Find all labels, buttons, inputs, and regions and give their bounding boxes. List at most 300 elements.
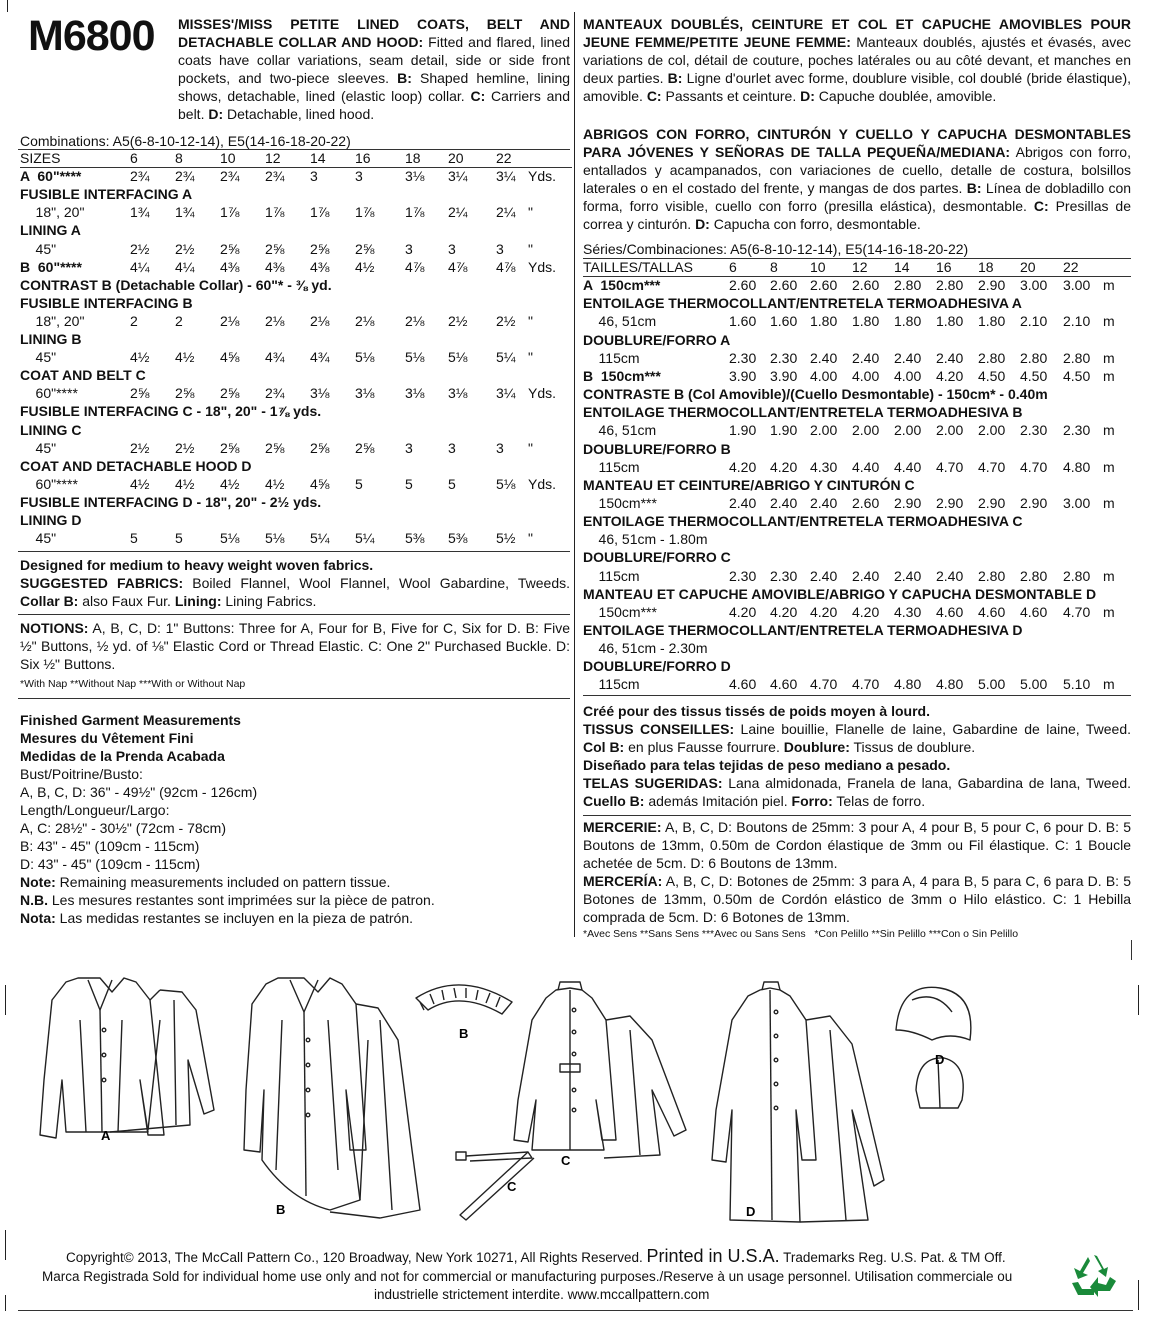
right-table-sizes-label: TAILLES/TALLAS [583, 259, 693, 275]
right-table-cell: 2.30 [729, 349, 757, 366]
left-table-cell: 5¼ [310, 530, 330, 547]
intro-en-body: Fitted and flared, lined coats have collar variations, seam detail, side or side front pockets, and two-piece sleeves. [178, 34, 571, 86]
right-table-cell: 2.30 [1063, 422, 1091, 439]
left-table-cell: 1¾ [175, 204, 195, 221]
right-table-cell: 4.80 [936, 676, 964, 693]
right-table-row-label: MANTEAU ET CAPUCHE AMOVIBLE/ABRIGO Y CAPUCHA DESMONTABLE D [583, 585, 1097, 602]
right-table-cell: 4.70 [1063, 603, 1091, 620]
left-table-unit: " [528, 349, 533, 366]
right-table-row-label: ENTOILAGE THERMOCOLLANT/ENTRETELA TERMOADHESIVA D [583, 622, 1023, 638]
left-table-size-12: 12 [265, 150, 281, 166]
right-table-cell: 2.60 [770, 277, 798, 294]
notions-fr-es [583, 818, 1131, 926]
footer-copyright [66, 1246, 1006, 1267]
left-table-size-18: 18 [405, 150, 421, 166]
fabrics-fr-designed: Créé pour des tissus tissés de poids moyen à lourd. [583, 703, 930, 719]
intro-es [583, 125, 1131, 233]
note-en-label: Note: [20, 874, 56, 890]
right-table-size-16: 16 [936, 259, 952, 275]
pattern-number: M6800 [28, 12, 155, 60]
right-table-cell: 2.40 [810, 567, 838, 584]
left-table-cell: 3⅛ [405, 168, 425, 185]
intro-fr-b-label: B: [667, 70, 683, 86]
right-table-cell: 2.00 [810, 422, 838, 439]
right-table-row-label: B 150cm*** [583, 367, 661, 384]
right-table-cell: 2.90 [978, 494, 1006, 511]
left-table-unit: " [528, 312, 533, 329]
left-table-cell: 2⅝ [265, 240, 285, 257]
left-table-row-label: CONTRAST B (Detachable Collar) - 60"* - ⅜ yd. [20, 276, 332, 293]
right-table-cell: 2.90 [1020, 494, 1048, 511]
intro-en-b-label: B: [397, 70, 412, 86]
left-table-row-label: 45" [20, 349, 57, 366]
left-table-cell: 2⅛ [310, 312, 330, 329]
left-table-unit: " [528, 240, 533, 257]
right-notions-top-rule [583, 815, 1131, 816]
left-table-cell: 3⅛ [448, 385, 468, 402]
left-table-cell: 5 [448, 475, 456, 492]
recycle-icon [1068, 1253, 1120, 1301]
left-table-row-label: 18", 20" [20, 312, 85, 329]
right-table-cell: 1.80 [894, 313, 922, 330]
intro-fr-c-text: Passants et ceinture. [665, 88, 797, 104]
right-table-cell: 4.00 [894, 367, 922, 384]
right-combinations: Séries/Combinaciones: A5(6-8-10-12-14), E5(14-16-18-20-22) [583, 241, 969, 257]
left-table-cell: 5⅛ [220, 530, 240, 547]
right-table-cell: 2.80 [1020, 567, 1048, 584]
footer-copyright-text: Copyright© 2013, The McCall Pattern Co., 120 Broadway, New York 10271, All Rights Reserved. [66, 1250, 643, 1265]
measurements-length-label: Length/Longueur/Largo: [20, 802, 170, 818]
collar-b-drawing [416, 985, 512, 1014]
right-table-row-label: 150cm*** [583, 494, 657, 511]
left-table-cell: 4½ [130, 349, 150, 366]
left-table-cell: 2½ [130, 240, 150, 257]
fabrics-es-text: Lana almidonada, Franela de lana, Gabardina de lana, Tweed. [728, 775, 1131, 791]
note-es-text: Las medidas restantes se incluyen en la pieza de patrón. [59, 910, 414, 926]
right-table-cell: 4.60 [936, 603, 964, 620]
right-table-cell: 4.20 [770, 458, 798, 475]
fabrics-fr-col-label: Col B: [583, 739, 625, 755]
coat-c-front-drawing [514, 982, 616, 1150]
left-table-cell: 5⅛ [448, 349, 468, 366]
figure-label-a: A [101, 1128, 111, 1143]
left-table-cell: 5⅜ [448, 530, 468, 547]
right-table-size-8: 8 [770, 259, 778, 275]
right-table-cell: 2.90 [978, 277, 1006, 294]
notions-en-text: A, B, C, D: 1" Buttons: Three for A, Four for B, Five for C, Six for D. B: Five ½" Buttons, ½ yd. of ⅛" Elastic Cord or Thread Elastic. C: One 2" Purchased Buckle. D: Six ½" Buttons. [20, 620, 570, 672]
right-table-cell: 1.60 [770, 313, 798, 330]
left-table-cell: 3¼ [496, 385, 516, 402]
left-table-row-label: 18", 20" [20, 204, 85, 221]
right-table-cell: 1.90 [729, 422, 757, 439]
notions-es-label: MERCERÍA: [583, 873, 663, 889]
right-table-cell: 4.00 [810, 367, 838, 384]
left-table-row-label: LINING D [20, 512, 82, 528]
figure-label-c1: C [561, 1153, 571, 1168]
fabrics-es-col-text: además Imitación piel. [648, 793, 788, 809]
left-table-cell: 4½ [130, 475, 150, 492]
left-table-cell: 4⅜ [310, 258, 330, 275]
right-table-size-20: 20 [1020, 259, 1036, 275]
right-table-cell: 2.30 [770, 567, 798, 584]
left-table-cell: 3 [355, 168, 363, 185]
left-table-row-label: 45" [20, 439, 57, 456]
left-table-cell: 3 [310, 168, 318, 185]
right-table-cell: 4.60 [978, 603, 1006, 620]
intro-fr-title: MANTEAUX DOUBLÉS, CEINTURE ET COL ET CAPUCHE AMOVIBLES POUR JEUNE FEMME/PETITE JEUNE FEMME: [583, 16, 1131, 50]
measurements-length-ac: A, C: 28½" - 30½" (72cm - 78cm) [20, 820, 227, 836]
left-table-row-label: 45" [20, 530, 57, 547]
left-table-cell: 4⅜ [265, 258, 285, 275]
left-table-cell: 2⅝ [355, 439, 375, 456]
right-table-cell: 4.30 [810, 458, 838, 475]
left-table-cell: 2⅛ [220, 312, 240, 329]
right-table-cell: 2.00 [894, 422, 922, 439]
right-table-row-label: ENTOILAGE THERMOCOLLANT/ENTRETELA TERMOADHESIVA C [583, 513, 1023, 530]
left-table-cell: 5⅜ [405, 530, 425, 547]
right-table-cell: 2.60 [810, 277, 838, 294]
left-table-size-6: 6 [130, 150, 138, 166]
left-table-cell: 2⅝ [220, 240, 240, 257]
left-table-row-label: 60"**** [20, 385, 78, 402]
left-table-cell: 2⅝ [310, 439, 330, 456]
left-table-cell: 2⅛ [355, 312, 375, 329]
left-table-cell: 4⅞ [448, 258, 468, 275]
left-table-cell: 2½ [448, 312, 468, 329]
right-table-cell: 2.80 [1063, 567, 1091, 584]
left-table-cell: 1⅞ [355, 204, 375, 221]
left-table-cell: 4½ [175, 349, 195, 366]
left-table-cell: 4⅞ [496, 258, 516, 275]
right-table-cell: 4.60 [729, 676, 757, 693]
right-yardage-table [583, 259, 1131, 699]
left-table-row-label: LINING A [20, 222, 81, 239]
measurements-bust-values: A, B, C, D: 36" - 49½" (92cm - 126cm) [20, 784, 258, 800]
hood-d-drawing [896, 987, 971, 1108]
measurements-title-es: Medidas de la Prenda Acabada [20, 748, 225, 764]
left-table-cell: 5 [405, 475, 413, 492]
fabrics-en [20, 556, 570, 610]
intro-en-d-text: Detachable, lined hood. [227, 106, 375, 122]
left-table-row-label: 60"**** [20, 475, 78, 492]
left-table-row-label: FUSIBLE INTERFACING A [20, 186, 193, 203]
right-table-row-label: CONTRASTE B (Col Amovible)/(Cuello Desmontable) - 150cm* - 0.40m [583, 386, 1048, 403]
intro-fr-body: Manteaux doublés, ajustés et évasés, avec variations de col, détail de couture, poches latérales ou au côté devant, et manches en deux parties. [583, 34, 1132, 86]
left-table-cell: 2¾ [265, 168, 285, 185]
right-table-unit: m [1103, 313, 1115, 330]
fabrics-es-lining-label: Forro: [791, 793, 833, 809]
right-table-row-label: 150cm*** [583, 603, 657, 620]
right-table-size-18: 18 [978, 259, 994, 275]
fabrics-en-designed: Designed for medium to heavy weight woven fabrics. [20, 557, 374, 573]
right-table-cell: 5.00 [1020, 676, 1048, 693]
intro-es-c-label: C: [1033, 198, 1049, 214]
left-table-sizes-label: SIZES [20, 150, 61, 166]
left-table-cell: 3 [405, 240, 413, 257]
intro-en [178, 15, 570, 123]
left-table-cell: 3 [496, 240, 504, 257]
right-table-cell: 2.10 [1063, 313, 1091, 330]
intro-es-b-label: B: [966, 180, 982, 196]
right-table-row-label: 46, 51cm - 1.80m [583, 531, 708, 548]
left-table-cell: 2⅝ [130, 385, 150, 402]
measurements-length-b: B: 43" - 45" (109cm - 115cm) [20, 838, 200, 854]
left-notions-top-rule [18, 614, 570, 615]
right-table-cell: 5.00 [978, 676, 1006, 693]
coat-b-back-drawing [330, 1004, 420, 1218]
right-table-cell: 2.00 [936, 422, 964, 439]
left-table-cell: 2¾ [130, 168, 150, 185]
left-table-size-8: 8 [175, 150, 183, 166]
left-table-size-10: 10 [220, 150, 236, 166]
left-table-cell: 3⅛ [310, 385, 330, 402]
right-table-cell: 4.80 [1063, 458, 1091, 475]
left-table-cell: 4½ [220, 475, 240, 492]
right-table-cell: 4.40 [852, 458, 880, 475]
right-table-cell: 2.90 [894, 494, 922, 511]
fabrics-es-lining-text: Telas de forro. [836, 793, 926, 809]
right-table-cell: 4.50 [1020, 367, 1048, 384]
left-table-cell: 3 [496, 439, 504, 456]
right-table-cell: 2.90 [936, 494, 964, 511]
measurements-bust-label: Bust/Poitrine/Busto: [20, 766, 143, 782]
right-table-cell: 4.70 [936, 458, 964, 475]
left-table-cell: 2 [175, 312, 183, 329]
left-table-cell: 3⅛ [355, 385, 375, 402]
left-table-cell: 2⅝ [220, 439, 240, 456]
right-table-cell: 3.90 [729, 367, 757, 384]
left-table-cell: 4⅝ [310, 475, 330, 492]
right-table-cell: 2.40 [936, 567, 964, 584]
left-table-size-14: 14 [310, 150, 326, 166]
right-table-cell: 2.30 [1020, 422, 1048, 439]
left-table-row-label: A 60"**** [20, 168, 82, 185]
left-table-row-label: COAT AND DETACHABLE HOOD D [20, 457, 252, 474]
right-table-cell: 4.70 [978, 458, 1006, 475]
left-table-size-16: 16 [355, 150, 371, 166]
right-table-cell: 4.00 [852, 367, 880, 384]
notions-en-label: NOTIONS: [20, 620, 89, 636]
left-table-cell: 5⅛ [496, 475, 516, 492]
intro-en-title: MISSES'/MISS PETITE LINED COATS, BELT AND DETACHABLE COLLAR AND HOOD: [178, 16, 570, 50]
right-table-cell: 4.20 [810, 603, 838, 620]
intro-fr-c-label: C: [646, 88, 662, 104]
left-measure-rule [18, 698, 570, 699]
right-table-cell: 1.80 [936, 313, 964, 330]
right-table-cell: 4.20 [936, 367, 964, 384]
left-table-cell: 1¾ [130, 204, 150, 221]
right-footnote-rule [1131, 940, 1132, 960]
left-table-cell: 2¾ [175, 168, 195, 185]
right-table-cell: 2.40 [852, 349, 880, 366]
measurements-title-fr: Mesures du Vêtement Fini [20, 730, 194, 746]
right-table-cell: 4.40 [894, 458, 922, 475]
intro-es-b-text: Línea de dobladillo con forma, forro visible, cuello con forro (presilla elástica), desmontable. [583, 180, 1132, 214]
right-table-cell: 1.80 [810, 313, 838, 330]
figure-label-d2: D [746, 1204, 756, 1219]
intro-es-title: ABRIGOS CON FORRO, CINTURÓN Y CUELLO Y CAPUCHA DESMONTABLES PARA JÓVENES Y SEÑORAS DE TALLA PEQUEÑA/MEDIANA: [583, 126, 1131, 160]
left-table-cell: 5 [130, 530, 138, 547]
left-table-cell: 2⅝ [310, 240, 330, 257]
left-table-cell: 1⅞ [220, 204, 240, 221]
intro-fr-d-text: Capuche doublée, amovible. [818, 88, 997, 104]
right-table-unit: m [1103, 349, 1115, 366]
notions-fr-label: MERCERIE: [583, 819, 662, 835]
right-table-cell: 4.20 [729, 603, 757, 620]
right-table-cell: 4.20 [852, 603, 880, 620]
left-table-unit: Yds. [528, 475, 557, 492]
left-table-row-label: LINING C [20, 421, 82, 438]
left-table-row-label: COAT AND BELT C [20, 367, 146, 384]
left-table-cell: 4¾ [265, 349, 285, 366]
footnote-en: *With Nap **Without Nap ***With or Without Nap [20, 678, 246, 690]
page-bottom-rule [18, 1310, 1133, 1311]
intro-es-d-text: Capucha con forro, desmontable. [713, 216, 921, 232]
intro-es-d-label: D: [695, 216, 710, 232]
left-table-cell: 2⅛ [405, 312, 425, 329]
right-table-unit: m [1103, 494, 1115, 511]
right-table-row-label: ENTOILAGE THERMOCOLLANT/ENTRETELA TERMOADHESIVA A [583, 295, 1022, 312]
left-table-sizes-rule [20, 167, 572, 168]
note-es-label: Nota: [20, 910, 56, 926]
right-table-size-10: 10 [810, 259, 826, 275]
intro-en-b-text: Shaped hemline, lining shows, detachable, lined (elastic loop) collar. [178, 70, 571, 104]
left-table-cell: 2¾ [220, 168, 240, 185]
left-table-cell: 4¼ [175, 258, 195, 275]
right-table-cell: 2.80 [1063, 349, 1091, 366]
left-table-cell: 2⅝ [220, 385, 240, 402]
left-table-cell: 5 [355, 475, 363, 492]
intro-en-d-label: D: [208, 106, 224, 122]
intro-fr-d-label: D: [800, 88, 815, 104]
left-table-cell: 4½ [355, 258, 375, 275]
left-table-row-label: LINING B [20, 331, 82, 347]
right-table-cell: 4.60 [1020, 603, 1048, 620]
left-table-cell: 5¼ [355, 530, 375, 547]
left-table-cell: 4¾ [310, 349, 330, 366]
left-table-cell: 2¼ [448, 204, 468, 221]
right-edge-mark-2 [1138, 1280, 1139, 1310]
fabrics-fr-lining-label: Doublure: [783, 739, 850, 755]
right-table-row-label: 115cm [583, 676, 640, 693]
right-table-cell: 2.40 [894, 349, 922, 366]
left-table-cell: 5 [175, 530, 183, 547]
left-yardage-table [20, 150, 572, 550]
measurements-length-d: D: 43" - 45" (109cm - 115cm) [20, 856, 201, 872]
right-table-cell: 4.70 [852, 676, 880, 693]
left-table-cell: 1⅞ [405, 204, 425, 221]
right-table-cell: 2.40 [810, 494, 838, 511]
right-table-cell: 1.90 [770, 422, 798, 439]
left-edge-mark-2 [5, 1230, 6, 1260]
left-corner-mark [7, 0, 8, 12]
right-table-row-label: A 150cm*** [583, 277, 661, 294]
measurements [20, 711, 570, 927]
left-table-size-20: 20 [448, 150, 464, 166]
left-table-cell: 4½ [175, 475, 195, 492]
right-table-cell: 5.10 [1063, 676, 1091, 693]
right-table-row-label: 46, 51cm - 2.30m [583, 640, 708, 657]
left-table-cell: 5⅛ [265, 530, 285, 547]
right-table-cell: 3.00 [1020, 277, 1048, 294]
right-table-cell: 4.20 [729, 458, 757, 475]
left-table-cell: 3 [405, 439, 413, 456]
right-table-cell: 2.40 [936, 349, 964, 366]
fabrics-fr-label: TISSUS CONSEILLES: [583, 721, 735, 737]
coat-d-front-drawing [712, 982, 816, 1222]
right-table-cell: 4.80 [894, 676, 922, 693]
right-table-cell: 4.60 [770, 676, 798, 693]
right-table-cell: 2.00 [978, 422, 1006, 439]
left-table-cell: 2½ [130, 439, 150, 456]
intro-en-c-text: Carriers and belt. [178, 88, 570, 122]
fabrics-en-collar-label: Collar B: [20, 593, 79, 609]
left-table-cell: 2 [130, 312, 138, 329]
left-table-unit: " [528, 204, 533, 221]
right-table-cell: 2.60 [852, 277, 880, 294]
left-table-cell: 1⅞ [265, 204, 285, 221]
figure-label-b1: B [459, 1026, 469, 1041]
right-table-row-label: 115cm [583, 458, 640, 475]
left-table-cell: 4⅝ [220, 349, 240, 366]
left-table-cell: 3⅛ [405, 385, 425, 402]
footer-line3: industrielle strictement interdite. www.mccallpattern.com [374, 1287, 710, 1302]
fabrics-fr-lining-text: Tissus de doublure. [853, 739, 976, 755]
fabrics-en-lining-label: Lining: [174, 593, 222, 609]
right-table-cell: 4.20 [770, 603, 798, 620]
right-table-cell: 2.30 [770, 349, 798, 366]
right-table-unit: m [1103, 676, 1115, 693]
left-table-row-label: B 60"**** [20, 258, 82, 275]
left-edge-mark-3 [5, 1295, 6, 1311]
left-table-cell: 3¼ [496, 168, 516, 185]
right-table-row-label: 46, 51cm [583, 313, 657, 330]
right-table-cell: 2.40 [852, 567, 880, 584]
right-table-cell: 3.90 [770, 367, 798, 384]
notions-es-text: A, B, C, D: Botones de 25mm: 3 para A, 4 para B, 5 para C, 6 para D. B: 5 Botones de 13mm, 0.50m de Cordón elástico de 3mm o Hilo elástico. C: 1 Hebilla comprada de 5cm. D: 6 Botones de 13mm. [583, 873, 1131, 925]
right-table-cell: 2.40 [770, 494, 798, 511]
right-table-unit: m [1103, 603, 1115, 620]
belt-c-drawing [456, 1152, 534, 1220]
fabrics-es-col-label: Cuello B: [583, 793, 645, 809]
right-table-cell: 1.80 [978, 313, 1006, 330]
left-table-bottom-rule [18, 551, 570, 552]
fabrics-en-lining-text: Lining Fabrics. [225, 593, 317, 609]
right-table-size-6: 6 [729, 259, 737, 275]
left-table-cell: 3 [448, 240, 456, 257]
left-table-cell: 2⅝ [355, 240, 375, 257]
intro-fr [583, 15, 1131, 105]
note-fr-text: Les mesures restantes sont imprimées sur la pièce de patron. [51, 892, 435, 908]
left-table-unit: Yds. [528, 385, 557, 402]
intro-es-c-text: Presillas de correa y cinturón. [583, 198, 1132, 232]
footnote-fr-es: *Avec Sens **Sans Sens ***Avec ou Sans Sens *Con Pelillo **Sin Pelillo ***Con o Sin Pelillo [583, 928, 1019, 940]
left-table-cell: 1⅞ [310, 204, 330, 221]
right-table-size-12: 12 [852, 259, 868, 275]
note-en-text: Remaining measurements included on pattern tissue. [59, 874, 391, 890]
left-table-cell: 2½ [175, 439, 195, 456]
footer-line2: Marca Registrada Sold for individual home use only and not for commercial or manufacturing purposes./Reserve à un usage personnel. Utilisation commerciale ou [42, 1269, 1013, 1284]
right-table-row-label: DOUBLURE/FORRO D [583, 658, 731, 675]
left-table-cell: 4½ [265, 475, 285, 492]
garment-illustrations [0, 960, 1150, 1240]
fabrics-es-designed: Diseñado para telas tejidas de peso mediano a pesado. [583, 757, 951, 773]
fabrics-fr-col-text: en plus Fausse fourrure. [628, 739, 780, 755]
footer-printed: Printed in U.S.A. [646, 1246, 780, 1266]
right-table-row-label: DOUBLURE/FORRO A [583, 331, 731, 348]
left-table-cell: 2⅝ [175, 385, 195, 402]
right-table-cell: 2.00 [852, 422, 880, 439]
